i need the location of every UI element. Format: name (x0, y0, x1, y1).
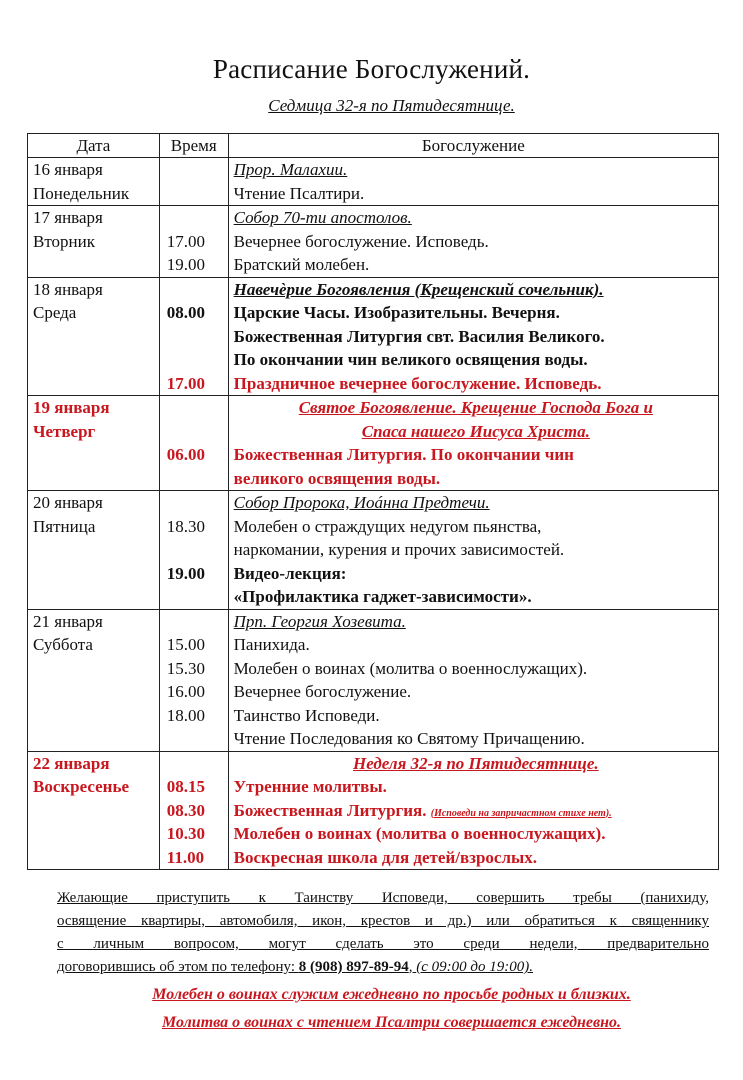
note-text: договорившись об этом по телефону: (57, 959, 299, 975)
note-line: Желающие приступить к Таинству Исповеди, совершить требы (панихиду, (57, 890, 709, 906)
time (167, 727, 228, 751)
service-line: Чтение Псалтири. (233, 183, 365, 203)
time (167, 396, 228, 420)
time-cell (159, 158, 228, 206)
time: 18.00 (166, 705, 206, 725)
time (167, 585, 228, 609)
service-line: Вечернее богослужение. (233, 682, 412, 701)
weekday: Вторник (33, 231, 95, 251)
service-cell (228, 158, 718, 206)
weekday: Четверг (33, 421, 96, 441)
time (167, 467, 228, 491)
service-line: наркомании, курения и прочих зависимостей. (233, 540, 565, 559)
date-cell (28, 158, 160, 206)
date-cell (28, 751, 160, 870)
table-row (28, 609, 719, 751)
time (167, 538, 228, 562)
service-line: великого освящения воды. (233, 468, 441, 488)
date: 22 января (33, 753, 110, 773)
service-line: Чтение Последования ко Святому Причащению. (233, 729, 585, 748)
time: 15.30 (166, 658, 206, 678)
service-line: Вечернее богослужение. Исповедь. (233, 231, 489, 251)
note-line (57, 956, 709, 979)
service-cell (228, 751, 718, 870)
date-cell (28, 396, 160, 491)
table-row (28, 158, 719, 206)
time: 17.00 (166, 231, 206, 251)
time-cell (159, 609, 228, 751)
table-row (28, 751, 719, 870)
weekday: Понедельник (33, 183, 130, 203)
service-cell (228, 396, 718, 491)
service-line: Праздничное вечернее богослужение. Исповедь. (233, 373, 602, 393)
date: 17 января (33, 208, 103, 227)
time: 08.00 (166, 303, 206, 322)
time (167, 206, 228, 230)
time: 17.00 (166, 373, 206, 393)
time-cell (159, 751, 228, 870)
service-cell (228, 277, 718, 396)
phone-number: 8 (908) 897-89-94 (298, 959, 409, 975)
table-row (28, 277, 719, 396)
service-line: Божественная Литургия. По окончании чин (233, 445, 574, 464)
note-line: с личным вопросом, могут сделать это среди недели, предварительно (57, 936, 709, 952)
feast-title: Спаса нашего Иисуса Христа. (361, 421, 590, 441)
office-hours: (с 09:00 до 19:00). (416, 959, 533, 975)
footer-line: Молебен о воинах служим ежедневно по просьбе родных и близких. (152, 986, 631, 1003)
service-line: Молебен о воинах (молитва о военнослужащих). (233, 824, 606, 843)
time (167, 182, 228, 206)
time: 15.00 (166, 635, 206, 654)
date: 19 января (33, 398, 110, 417)
time (167, 420, 228, 444)
weekday: Пятница (33, 516, 96, 536)
time: 08.30 (166, 800, 206, 820)
time: 18.30 (166, 516, 206, 536)
time: 16.00 (166, 682, 206, 701)
service-line: Утренние молитвы. (233, 777, 387, 796)
date-cell (28, 206, 160, 278)
table-header-row (28, 134, 719, 158)
service-text: Божественная Литургия. (233, 800, 427, 820)
table-row (28, 491, 719, 610)
column-header-date: Дата (28, 134, 160, 158)
time: 19.00 (166, 255, 206, 274)
time: 19.00 (166, 563, 206, 583)
time: 06.00 (166, 445, 206, 464)
feast-title: Собор Пророка, Иоáнна Предтечи. (233, 493, 490, 512)
table-row (28, 396, 719, 491)
time: 10.30 (166, 824, 206, 843)
date-cell (28, 609, 160, 751)
service-line: «Профилактика гаджет-зависимости». (233, 587, 532, 606)
weekday: Среда (33, 303, 77, 322)
time-cell (159, 396, 228, 491)
date: 16 января (33, 160, 103, 179)
time (167, 325, 228, 349)
time (167, 348, 228, 372)
time (167, 752, 228, 776)
date: 20 января (33, 493, 103, 512)
time (167, 610, 228, 634)
service-line: По окончании чин великого освящения воды. (233, 350, 588, 369)
feast-title: Собор 70-ти апостолов. (233, 208, 412, 227)
feast-title: Неделя 32-я по Пятидесятнице. (353, 753, 599, 773)
note-separator: , (408, 959, 417, 975)
time: 08.15 (166, 777, 206, 796)
service-cell (228, 609, 718, 751)
service-line: Видео-лекция: (233, 563, 347, 583)
feast-title: Навечѐрие Богоявления (Крещенский сочельник). (233, 279, 604, 299)
column-header-time: Время (159, 134, 228, 158)
time-cell (159, 277, 228, 396)
service-line: Таинство Исповеди. (233, 705, 380, 725)
weekday: Суббота (33, 635, 93, 654)
time-cell (159, 206, 228, 278)
service-line: Братский молебен. (233, 255, 370, 274)
note-line: освящение квартиры, автомобиля, икон, крестов и др.) или обратиться к священнику (57, 913, 709, 929)
date-cell (28, 277, 160, 396)
schedule-table (27, 133, 719, 870)
feast-title: Прор. Малахии. (233, 160, 348, 179)
service-line: Молебен о страждущих недугом пьянства, (233, 516, 542, 536)
date: 18 января (33, 279, 103, 299)
service-line: Панихида. (233, 635, 310, 654)
liturgy-note: (Исповеди на запричастном стихе нет). (430, 807, 612, 819)
page-title: Расписание Богослужений. (212, 54, 531, 84)
table-row (28, 206, 719, 278)
service-line: Молебен о воинах (молитва о военнослужащих). (233, 658, 588, 678)
time (167, 491, 228, 515)
service-line: Воскресная школа для детей/взрослых. (233, 847, 538, 867)
service-line: Царские Часы. Изобразительны. Вечерня. (233, 303, 560, 322)
feast-title: Святое Богоявление. Крещение Господа Бога и (298, 398, 653, 417)
service-cell (228, 206, 718, 278)
column-header-service: Богослужение (228, 134, 718, 158)
time (167, 158, 228, 182)
time (167, 278, 228, 302)
time-cell (159, 491, 228, 610)
weekday: Воскресенье (33, 777, 130, 796)
service-cell (228, 491, 718, 610)
service-line: Божественная Литургия свт. Василия Великого. (233, 326, 605, 346)
time: 11.00 (166, 847, 205, 867)
date: 21 января (33, 611, 103, 631)
page-subtitle: Седмица 32-я по Пятидесятнице. (268, 96, 515, 115)
date-cell (28, 491, 160, 610)
footer-line: Молитва о воинах с чтением Псалтри совершается ежедневно. (161, 1014, 622, 1031)
confession-note (57, 887, 709, 979)
service-line (234, 799, 718, 823)
feast-title: Прп. Георгия Хозевита. (233, 611, 406, 631)
